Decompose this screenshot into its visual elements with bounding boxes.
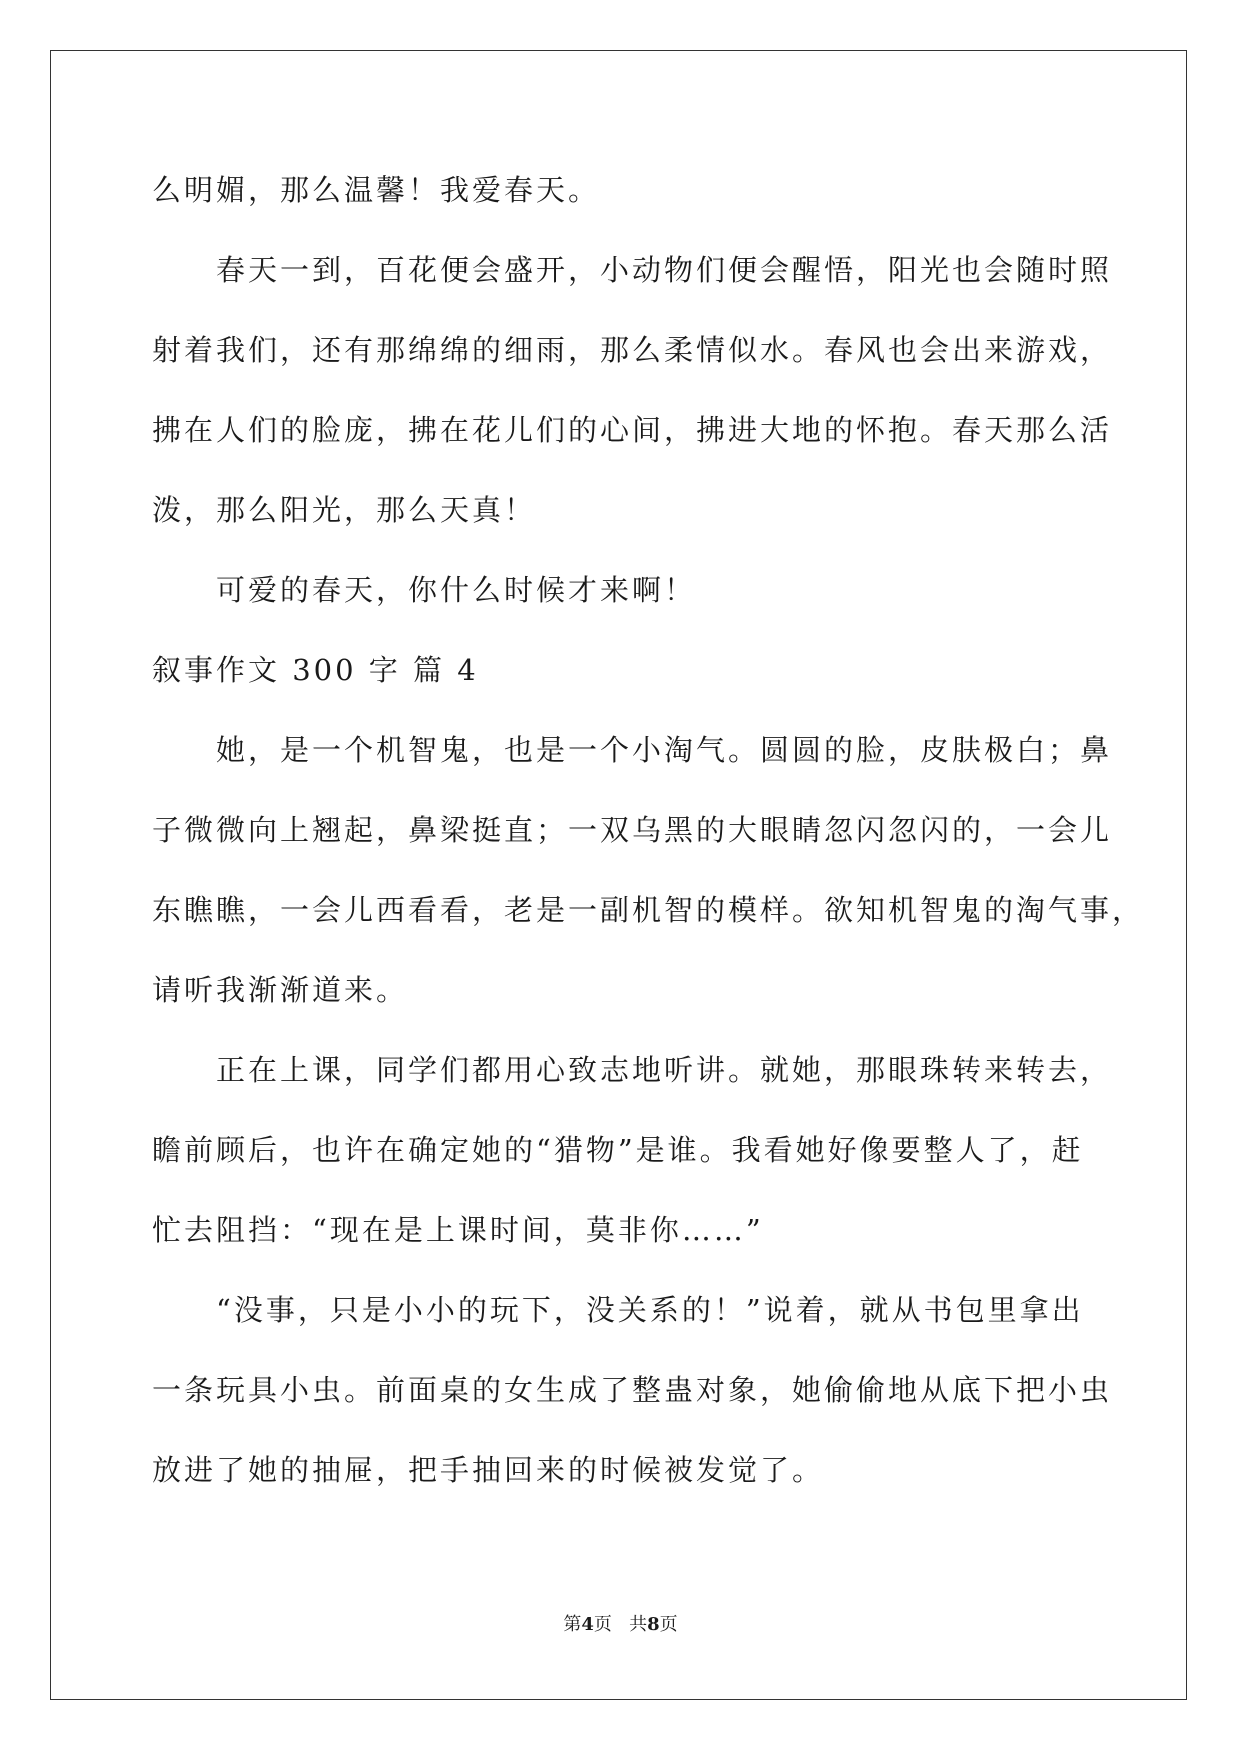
total-pages: 8 — [647, 1614, 660, 1635]
text-line: 正在上课，同学们都用心致志地听讲。就她，那眼珠转来转去， — [152, 1053, 1113, 1087]
text-line: 忙去阻挡：“现在是上课时间，莫非你……” — [152, 1213, 764, 1247]
text-line: 她，是一个机智鬼，也是一个小淘气。圆圆的脸，皮肤极白；鼻 — [152, 733, 1113, 767]
total-suffix: 页 — [659, 1614, 678, 1635]
page-footer — [0, 1613, 1241, 1637]
page-prefix: 第 — [563, 1614, 582, 1635]
text-line: 可爱的春天，你什么时候才来啊！ — [152, 573, 697, 607]
section-heading: 叙事作文 300 字 篇 4 — [152, 653, 479, 687]
text-line: 瞻前顾后，也许在确定她的“猎物”是谁。我看她好像要整人了，赶 — [152, 1133, 1084, 1167]
text-line: 春天一到，百花便会盛开，小动物们便会醒悟，阳光也会随时照 — [152, 253, 1113, 287]
text-line: 射着我们，还有那绵绵的细雨，那么柔情似水。春风也会出来游戏， — [152, 333, 1113, 367]
total-prefix: 共 — [629, 1614, 648, 1635]
page-suffix: 页 — [593, 1614, 612, 1635]
page-number: 4 — [581, 1614, 594, 1635]
text-line: “没事，只是小小的玩下，没关系的！”说着，就从书包里拿出 — [152, 1293, 1084, 1327]
text-line: 泼，那么阳光，那么天真！ — [152, 493, 537, 527]
text-line: 东瞧瞧，一会儿西看看，老是一副机智的模样。欲知机智鬼的淘气事， — [152, 893, 1145, 927]
text-line: 子微微向上翘起，鼻梁挺直；一双乌黑的大眼睛忽闪忽闪的，一会儿 — [152, 813, 1113, 847]
text-line: 么明媚，那么温馨！我爱春天。 — [152, 173, 601, 207]
text-line: 一条玩具小虫。前面桌的女生成了整蛊对象，她偷偷地从底下把小虫 — [152, 1373, 1113, 1407]
text-line: 请听我渐渐道来。 — [152, 973, 409, 1007]
text-line: 拂在人们的脸庞，拂在花儿们的心间，拂进大地的怀抱。春天那么活 — [152, 413, 1113, 447]
text-line: 放进了她的抽屉，把手抽回来的时候被发觉了。 — [152, 1453, 825, 1487]
